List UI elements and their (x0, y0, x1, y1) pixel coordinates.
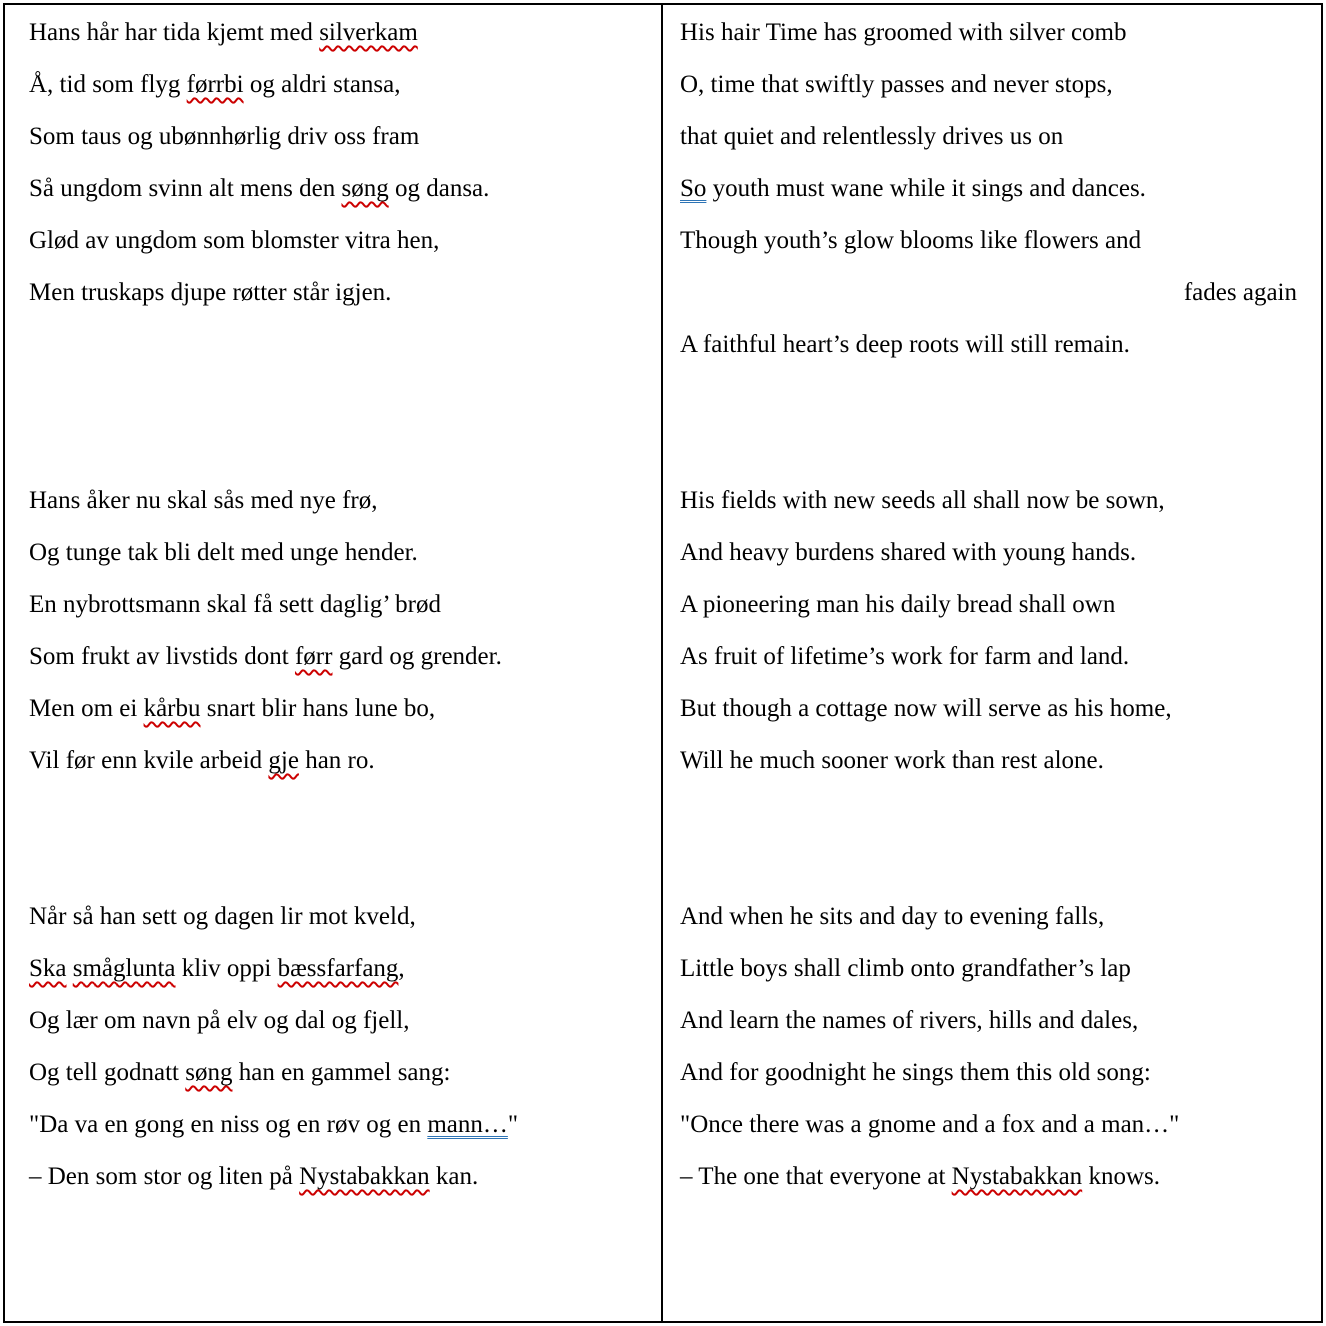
poem-line (680, 111, 1297, 163)
poem-line (680, 267, 1297, 319)
poem-line (29, 1099, 643, 1151)
poem-line (680, 995, 1297, 1047)
text-segment: Hans åker nu skal sås med nye frø, (29, 487, 378, 514)
spellcheck-flagged-word: søng (341, 175, 389, 202)
poem-line (29, 527, 643, 579)
poem-line (680, 1099, 1297, 1151)
grammar-flagged-word: mann… (427, 1111, 508, 1138)
column-norwegian-original (5, 5, 663, 1321)
spellcheck-flagged-word: førrbi (186, 71, 244, 98)
text-segment: Og tunge tak bli delt med unge hender. (29, 539, 418, 566)
text-segment: Som taus og ubønnhørlig driv oss fram (29, 123, 420, 150)
blank-line (680, 371, 1297, 423)
text-segment: – The one that everyone at (680, 1163, 952, 1190)
text-segment: knows. (1082, 1163, 1160, 1190)
poem-line (680, 215, 1297, 267)
blank-line (29, 787, 643, 839)
poem-line (29, 267, 643, 319)
poem-translation-table (3, 3, 1323, 1323)
text-segment: "Once there was a gnome and a fox and a man…" (680, 1111, 1180, 1138)
spellcheck-flagged-word: gje (268, 747, 299, 774)
poem-line (29, 943, 643, 995)
poem-line (680, 943, 1297, 995)
poem-line (29, 1151, 643, 1203)
text-segment: Så ungdom svinn alt mens den (29, 175, 342, 202)
poem-line (29, 631, 643, 683)
blank-line (29, 423, 643, 475)
text-segment: Og tell godnatt (29, 1059, 186, 1086)
text-segment: And learn the names of rivers, hills and dales, (680, 1007, 1139, 1034)
poem-line (680, 527, 1297, 579)
spellcheck-flagged-word: Nystabakkan (951, 1163, 1083, 1190)
text-segment: A faithful heart’s deep roots will still remain. (680, 331, 1130, 358)
poem-line (680, 891, 1297, 943)
poem-line (29, 163, 643, 215)
poem-line (29, 59, 643, 111)
poem-line (680, 475, 1297, 527)
text-segment: O, time that swiftly passes and never stops, (680, 71, 1113, 98)
text-segment: og aldri stansa, (243, 71, 401, 98)
text-segment: Men om ei (29, 695, 144, 722)
spellcheck-flagged-word: silverkam (319, 19, 418, 46)
text-segment: han ro. (298, 747, 375, 774)
text-segment: fades again (1183, 279, 1297, 306)
poem-line (680, 7, 1297, 59)
text-segment: But though a cottage now will serve as his home, (680, 695, 1172, 722)
column-english-translation (663, 5, 1321, 1321)
text-segment: – Den som stor og liten på (29, 1163, 300, 1190)
blank-line (680, 839, 1297, 891)
text-segment: Will he much sooner work than rest alone. (680, 747, 1104, 774)
blank-line (29, 371, 643, 423)
poem-line (680, 579, 1297, 631)
text-segment: " (507, 1111, 519, 1138)
text-segment: Hans hår har tida kjemt med (29, 19, 320, 46)
text-segment: And for goodnight he sings them this old song: (680, 1059, 1151, 1086)
text-segment: gard og grender. (332, 643, 502, 670)
poem-line (680, 1047, 1297, 1099)
text-segment: snart blir hans lune bo, (200, 695, 436, 722)
text-segment: His fields with new seeds all shall now be sown, (680, 487, 1165, 514)
text-segment: Å, tid som flyg (29, 71, 187, 98)
text-segment: Vil før enn kvile arbeid (29, 747, 269, 774)
text-segment: His hair Time has groomed with silver comb (680, 19, 1127, 46)
poem-line (29, 579, 643, 631)
blank-line (29, 839, 643, 891)
blank-line (680, 787, 1297, 839)
text-segment: Little boys shall climb onto grandfather’s lap (680, 955, 1131, 982)
spellcheck-flagged-word: Nystabakkan (299, 1163, 430, 1190)
blank-line (680, 423, 1297, 475)
blank-line (29, 319, 643, 371)
poem-line (680, 1151, 1297, 1203)
text-segment: En nybrottsmann skal få sett daglig’ brød (29, 591, 441, 618)
text-segment: "Da va en gong en niss og en røv og en (29, 1111, 428, 1138)
text-segment: Glød av ungdom som blomster vitra hen, (29, 227, 440, 254)
poem-line (680, 631, 1297, 683)
spellcheck-flagged-word: kårbu (143, 695, 201, 722)
text-segment: And heavy burdens shared with young hands. (680, 539, 1137, 566)
text-segment: A pioneering man his daily bread shall own (680, 591, 1116, 618)
poem-line (29, 111, 643, 163)
poem-line (29, 475, 643, 527)
text-segment: Men truskaps djupe røtter står igjen. (29, 279, 392, 306)
poem-line (29, 735, 643, 787)
spellcheck-flagged-word: Ska (29, 955, 67, 982)
text-segment: Og lær om navn på elv og dal og fjell, (29, 1007, 410, 1034)
poem-line (29, 215, 643, 267)
text-segment: kliv oppi (175, 955, 278, 982)
poem-line (680, 59, 1297, 111)
spellcheck-flagged-word: førr (294, 643, 333, 670)
text-segment: , (398, 955, 405, 982)
text-segment: And when he sits and day to evening falls, (680, 903, 1105, 930)
poem-line (29, 891, 643, 943)
poem-line (29, 7, 643, 59)
text-segment: kan. (429, 1163, 479, 1190)
text-segment: As fruit of lifetime’s work for farm and land. (680, 643, 1130, 670)
spellcheck-flagged-word: søng (185, 1059, 233, 1086)
poem-line (29, 683, 643, 735)
grammar-flagged-word: So (680, 175, 707, 202)
poem-line (680, 683, 1297, 735)
text-segment: Though youth’s glow blooms like flowers and (680, 227, 1142, 254)
poem-line (680, 319, 1297, 371)
text-segment: youth must wane while it sings and dances. (706, 175, 1146, 202)
poem-line (680, 735, 1297, 787)
spellcheck-flagged-word: bæssfarfang (277, 955, 399, 982)
poem-line (29, 1047, 643, 1099)
text-segment: Som frukt av livstids dont (29, 643, 295, 670)
spellcheck-flagged-word: småglunta (72, 955, 176, 982)
text-segment: han en gammel sang: (232, 1059, 451, 1086)
poem-line (29, 995, 643, 1047)
text-segment: that quiet and relentlessly drives us on (680, 123, 1064, 150)
poem-line (680, 163, 1297, 215)
text-segment: Når så han sett og dagen lir mot kveld, (29, 903, 416, 930)
text-segment: og dansa. (388, 175, 490, 202)
